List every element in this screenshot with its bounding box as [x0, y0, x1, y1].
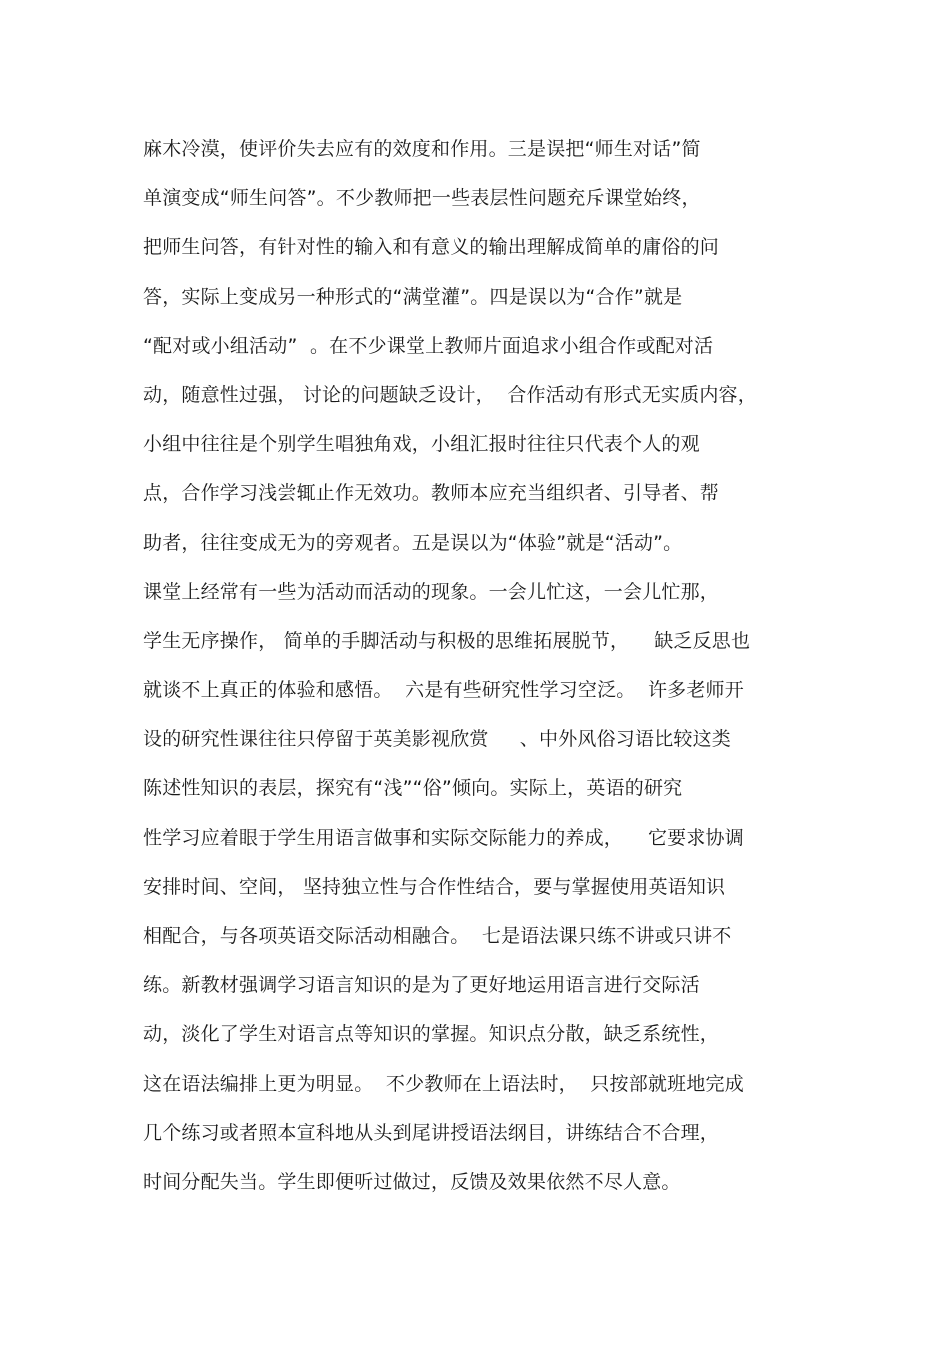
text-line: 就谈不上真正的体验和感悟。 六是有些研究性学习空泛。 许多老师开 — [143, 679, 744, 702]
body-paragraph — [143, 128, 823, 1210]
text-line: 助者，往往变成无为的旁观者。五是误以为“体验”就是“活动”。 — [143, 531, 683, 554]
text-line: 点，合作学习浅尝辄止作无效功。教师本应充当组织者、引导者、帮 — [143, 482, 720, 505]
text-line: 安排时间、空间， 坚持独立性与合作性结合，要与掌握使用英语知识 — [143, 875, 726, 898]
text-line: 学生无序操作， 简单的手脚活动与积极的思维拓展脱节， 缺乏反思也 — [143, 629, 751, 652]
text-line: 相配合，与各项英语交际活动相融合。 七是语法课只练不讲或只讲不 — [143, 925, 732, 947]
text-line: 这在语法编排上更为明显。 不少教师在上语法时， 只按部就班地完成 — [143, 1072, 744, 1095]
text-line: 几个练习或者照本宣科地从头到尾讲授语法纲目，讲练结合不合理， — [143, 1121, 720, 1144]
text-line: 课堂上经常有一些为活动而活动的现象。一会儿忙这，一会儿忙那， — [143, 580, 720, 603]
text-line: 时间分配失当。学生即便听过做过，反馈及效果依然不尽人意。 — [143, 1170, 681, 1193]
text-line: 性学习应着眼于学生用语言做事和实际交际能力的养成， 它要求协调 — [143, 826, 744, 849]
text-line: 动，随意性过强， 讨论的问题缺乏设计， 合作活动有形式无实质内容， — [143, 383, 757, 406]
text-line: 动，淡化了学生对语言点等知识的掌握。知识点分散，缺乏系统性， — [143, 1023, 720, 1046]
text-line: 陈述性知识的表层，探究有“浅”“俗”倾向。实际上，英语的研究 — [143, 777, 683, 800]
text-line: “配对或小组活动” 。在不少课堂上教师片面追求小组合作或配对活 — [143, 334, 714, 357]
text-line: 小组中往往是个别学生唱独角戏，小组汇报时往往只代表个人的观 — [143, 433, 700, 456]
text-line: 设的研究性课往往只停留于英美影视欣赏 、中外风俗习语比较这类 — [143, 728, 731, 751]
text-line: 练。新教材强调学习语言知识的是为了更好地运用语言进行交际活 — [143, 974, 700, 997]
text-line: 麻木冷漠，使评价失去应有的效度和作用。三是误把“师生对话”简 — [143, 138, 701, 160]
text-line: 单演变成“师生问答”。不少教师把一些表层性问题充斥课堂始终， — [143, 187, 701, 210]
text-line: 答，实际上变成另一种形式的“满堂灌”。四是误以为“合作”就是 — [143, 285, 683, 308]
text-line: 把师生问答，有针对性的输入和有意义的输出理解成简单的庸俗的问 — [143, 236, 720, 259]
